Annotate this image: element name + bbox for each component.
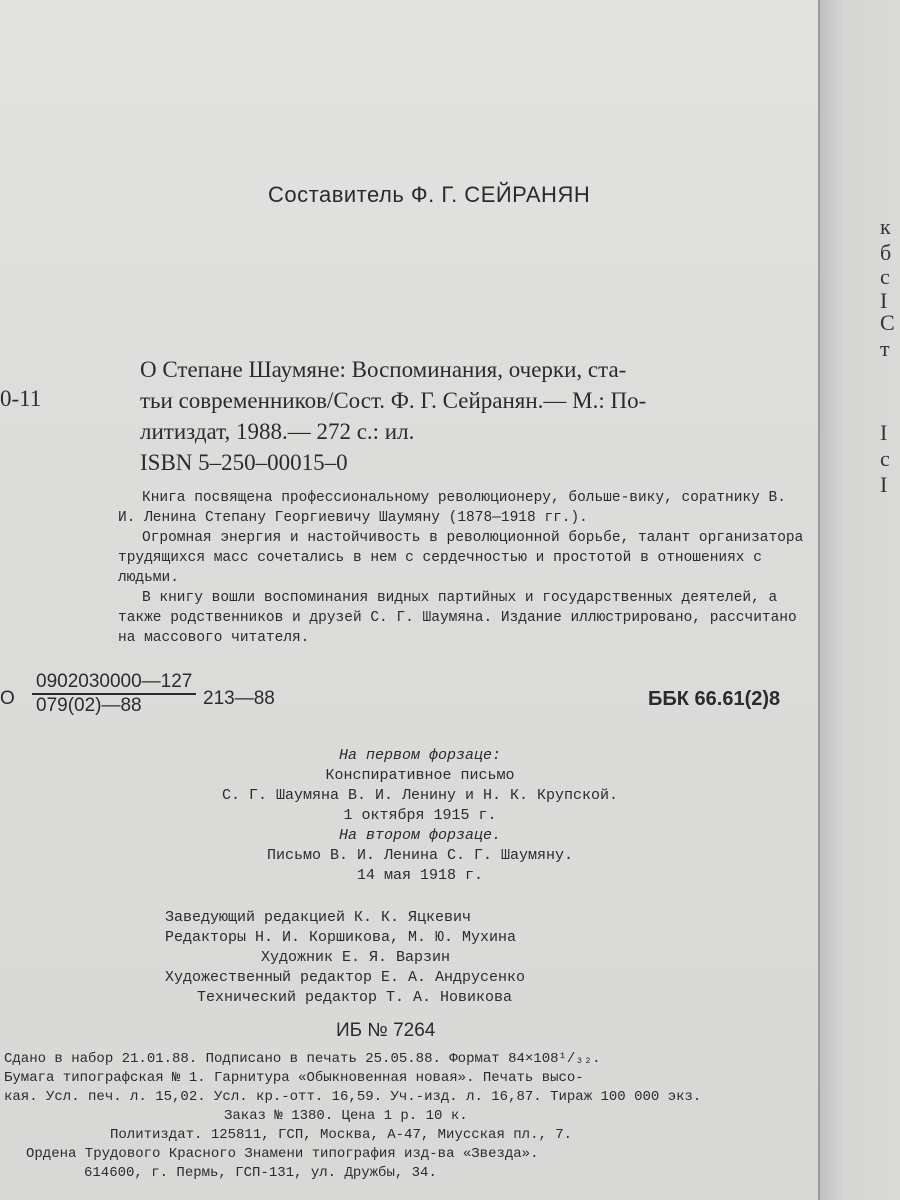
fraction-denominator: 079(02)—88 bbox=[36, 695, 142, 716]
annotation bbox=[118, 488, 808, 648]
credit-line: Технический редактор Т. А. Новикова bbox=[197, 989, 513, 1006]
bib-line-2: тьи современников/Сост. Ф. Г. Сейранян.— М.: По- bbox=[140, 388, 647, 413]
editorial-credits bbox=[165, 908, 525, 1008]
adjacent-letter: с bbox=[880, 446, 890, 471]
first-endpaper-line: 1 октября 1915 г. bbox=[343, 807, 497, 824]
adjacent-letter: б bbox=[880, 240, 892, 265]
imprint-line: Сдано в набор 21.01.88. Подписано в печать 25.05.88. Формат 84×108¹/₃₂. bbox=[4, 1051, 601, 1067]
fraction-numerator: 0902030000—127 bbox=[32, 671, 196, 695]
annotation-paragraph: В книгу вошли воспоминания видных партийных и государственных деятелей, а также родственников и друзей С. Г. Шаумяна. Издание иллюстрировано, рассчитано на массового читателя. bbox=[118, 590, 797, 646]
imprint-line: Ордена Трудового Красного Знамени типография изд-ва «Звезда». bbox=[26, 1146, 539, 1162]
annotation-paragraph: Книга посвящена профессиональному революционеру, больше-вику, соратнику В. И. Ленина Степану Георгиевичу Шаумяну (1878—1918 гг.). bbox=[118, 490, 786, 526]
second-endpaper-heading: На втором форзаце. bbox=[338, 827, 502, 844]
credit-line: Редакторы Н. И. Коршикова, М. Ю. Мухина bbox=[165, 929, 517, 946]
second-endpaper-line: Письмо В. И. Ленина С. Г. Шаумяну. bbox=[266, 847, 574, 864]
bib-line-1: О Степане Шаумяне: Воспоминания, очерки, ста- bbox=[140, 357, 627, 382]
adjacent-page-edge bbox=[818, 0, 900, 1200]
first-endpaper-line: С. Г. Шаумяна В. И. Ленину и Н. К. Крупской. bbox=[221, 787, 619, 804]
annotation-paragraph: Огромная энергия и настойчивость в революционной борьбе, талант организатора трудящихся масс сочетались в нем с сердечностью и простотой в отношениях с людьми. bbox=[118, 530, 804, 586]
adjacent-letter: т bbox=[880, 336, 890, 361]
credit-line: Художественный редактор Е. А. Андрусенко bbox=[165, 969, 526, 986]
first-endpaper-line: Конспиративное письмо bbox=[325, 767, 515, 784]
credit-line: Художник Е. Я. Варзин bbox=[261, 949, 451, 966]
second-endpaper-line: 14 мая 1918 г. bbox=[356, 867, 484, 884]
adjacent-letter: с bbox=[880, 264, 890, 289]
imprint-line: кая. Усл. печ. л. 15,02. Усл. кр.-отт. 16,59. Уч.-изд. л. 16,87. Тираж 100 000 экз. bbox=[4, 1089, 702, 1105]
imprint-line: Политиздат. 125811, ГСП, Москва, А-47, Миусская пл., 7. bbox=[110, 1127, 573, 1143]
first-endpaper-heading: На первом форзаце: bbox=[338, 747, 502, 764]
bbk-code: ББК 66.61(2)8 bbox=[648, 688, 781, 710]
adjacent-letter: І bbox=[880, 420, 888, 445]
credit-line: Заведующий редакцией К. К. Яцкевич bbox=[165, 909, 472, 926]
adjacent-letter: I bbox=[880, 288, 888, 313]
endpaper-notes bbox=[140, 746, 700, 886]
classification-fraction bbox=[32, 671, 196, 717]
imprint-line: Бумага типографская № 1. Гарнитура «Обыкновенная новая». Печать высо- bbox=[4, 1070, 584, 1086]
ib-number: ИБ № 7264 bbox=[336, 1020, 436, 1041]
bibliographic-record bbox=[140, 354, 646, 478]
adjacent-letter: к bbox=[880, 214, 891, 239]
imprint bbox=[4, 1050, 701, 1183]
imprint-line: Заказ № 1380. Цена 1 р. 10 к. bbox=[224, 1108, 468, 1124]
classification-letter: О bbox=[0, 688, 15, 709]
classification-side: 213—88 bbox=[203, 688, 275, 709]
left-margin-code: 0-11 bbox=[0, 386, 42, 411]
imprint-line: 614600, г. Пермь, ГСП-131, ул. Дружбы, 34. bbox=[84, 1165, 437, 1181]
isbn: ISBN 5–250–00015–0 bbox=[140, 450, 348, 475]
bib-line-3: литиздат, 1988.— 272 с.: ил. bbox=[140, 419, 415, 444]
adjacent-letter: С bbox=[880, 310, 895, 335]
compiler-line: Составитель Ф. Г. СЕЙРАНЯН bbox=[268, 182, 591, 207]
adjacent-letter: І bbox=[880, 472, 888, 497]
